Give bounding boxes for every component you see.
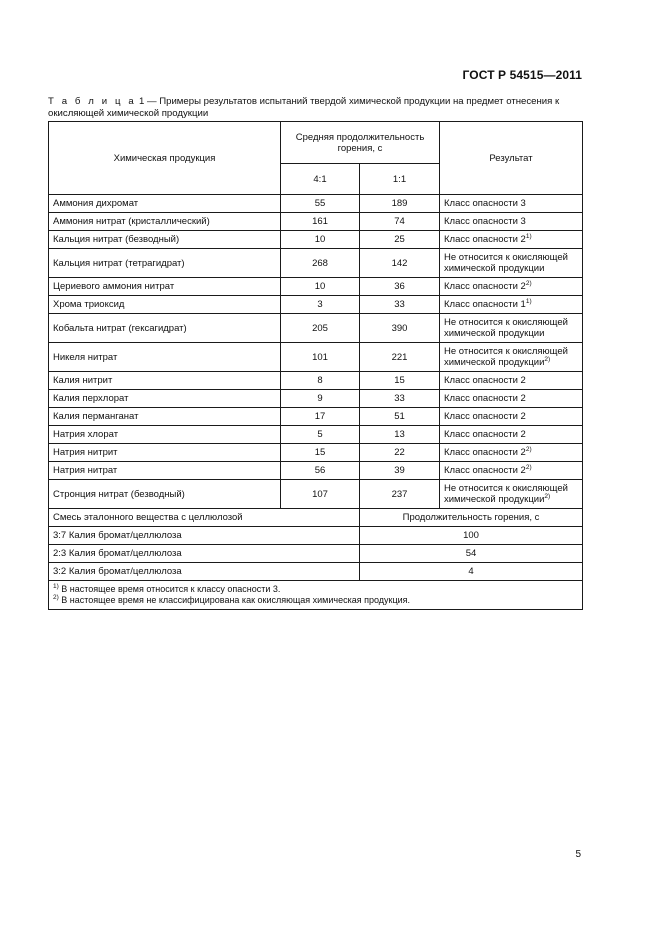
result-text: Класс опасности 2 — [444, 375, 526, 386]
result-text: Класс опасности 2 — [444, 411, 526, 422]
footnotes — [49, 581, 583, 610]
result-cell — [440, 444, 583, 462]
footnote-ref: 2) — [525, 280, 532, 287]
footnote-text: В настоящее время относится к классу опасности 3. — [61, 584, 281, 594]
burn-time-4-1: 107 — [281, 480, 360, 509]
result-text: Класс опасности 2 — [444, 281, 526, 292]
table-row — [49, 408, 583, 426]
product-name: Натрия нитрат — [49, 462, 281, 480]
page-number: 5 — [575, 849, 581, 860]
table-row — [49, 444, 583, 462]
table-row — [49, 343, 583, 372]
burn-time-4-1: 5 — [281, 426, 360, 444]
burn-time-1-1: 221 — [360, 343, 440, 372]
burn-time-1-1: 15 — [360, 372, 440, 390]
product-name: Кобальта нитрат (гексагидрат) — [49, 314, 281, 343]
reference-value: 54 — [360, 545, 583, 563]
result-cell — [440, 408, 583, 426]
burn-time-1-1: 22 — [360, 444, 440, 462]
product-name: Натрия нитрит — [49, 444, 281, 462]
burn-time-4-1: 10 — [281, 231, 360, 249]
footnote-ref: 1) — [525, 298, 532, 305]
product-name: Аммония нитрат (кристаллический) — [49, 213, 281, 231]
table-row — [49, 195, 583, 213]
footnote-ref: 1) — [525, 233, 532, 240]
result-text: Класс опасности 2 — [444, 393, 526, 404]
reference-header-time: Продолжительность горения, с — [360, 509, 583, 527]
table-row — [49, 390, 583, 408]
caption-text: 1 — Примеры результатов испытаний твердой химической продукции на предмет отнесения к окисляющей химической продукции — [48, 96, 560, 119]
burn-time-4-1: 8 — [281, 372, 360, 390]
product-name: Аммония дихромат — [49, 195, 281, 213]
burn-time-1-1: 237 — [360, 480, 440, 509]
result-text: Не относится к окисляющей химической продукции — [444, 252, 568, 274]
result-text: Класс опасности 3 — [444, 216, 526, 227]
result-text: Не относится к окисляющей химической продукции — [444, 346, 568, 368]
product-name: Стронция нитрат (безводный) — [49, 480, 281, 509]
footnote — [53, 584, 578, 595]
burn-time-1-1: 74 — [360, 213, 440, 231]
product-name: Калия нитрит — [49, 372, 281, 390]
footnote-mark: 2) — [53, 594, 59, 601]
reference-row — [49, 545, 583, 563]
result-cell — [440, 231, 583, 249]
product-name: Хрома триоксид — [49, 296, 281, 314]
footnote-ref: 2) — [525, 464, 532, 471]
footnote-ref: 2) — [544, 356, 551, 363]
burn-time-1-1: 13 — [360, 426, 440, 444]
result-cell — [440, 314, 583, 343]
result-text: Класс опасности 2 — [444, 429, 526, 440]
burn-time-4-1: 101 — [281, 343, 360, 372]
table-row — [49, 372, 583, 390]
burn-time-4-1: 56 — [281, 462, 360, 480]
footnote-ref: 2) — [544, 493, 551, 500]
result-cell — [440, 249, 583, 278]
burn-time-1-1: 51 — [360, 408, 440, 426]
result-text: Не относится к окисляющей химической продукции — [444, 483, 568, 505]
product-name: Калия перманганат — [49, 408, 281, 426]
burn-time-1-1: 142 — [360, 249, 440, 278]
footnote-text: В настоящее время не классифицирована как окисляющая химическая продукция. — [61, 595, 411, 605]
footnote-mark: 1) — [53, 583, 59, 590]
footnote-ref: 2) — [525, 446, 532, 453]
burn-time-1-1: 33 — [360, 296, 440, 314]
burn-time-4-1: 10 — [281, 278, 360, 296]
product-name: Натрия хлорат — [49, 426, 281, 444]
footnote — [53, 595, 578, 606]
result-cell — [440, 278, 583, 296]
product-name: Калия перхлорат — [49, 390, 281, 408]
reference-header-mix: Смесь эталонного вещества с целлюлозой — [49, 509, 360, 527]
result-text: Класс опасности 2 — [444, 234, 526, 245]
burn-time-4-1: 9 — [281, 390, 360, 408]
result-cell — [440, 343, 583, 372]
footnotes-row — [49, 581, 583, 610]
burn-time-1-1: 390 — [360, 314, 440, 343]
burn-time-1-1: 36 — [360, 278, 440, 296]
header-result: Результат — [440, 122, 583, 195]
caption-label: Т а б л и ц а — [48, 96, 137, 107]
table-caption — [48, 96, 582, 120]
table-body — [49, 195, 583, 610]
table-row — [49, 296, 583, 314]
reference-name: 3:2 Калия бромат/целлюлоза — [49, 563, 360, 581]
reference-name: 3:7 Калия бромат/целлюлоза — [49, 527, 360, 545]
result-text: Класс опасности 2 — [444, 465, 526, 476]
result-cell — [440, 426, 583, 444]
reference-value: 100 — [360, 527, 583, 545]
table-row — [49, 278, 583, 296]
burn-time-1-1: 39 — [360, 462, 440, 480]
document-number: ГОСТ Р 54515—2011 — [462, 68, 582, 82]
reference-row — [49, 527, 583, 545]
burn-time-1-1: 189 — [360, 195, 440, 213]
result-cell — [440, 195, 583, 213]
results-table — [48, 121, 583, 610]
table-row — [49, 213, 583, 231]
burn-time-1-1: 33 — [360, 390, 440, 408]
burn-time-4-1: 161 — [281, 213, 360, 231]
header-burn-time: Средняя продолжительность горения, с — [281, 122, 440, 164]
table-row — [49, 249, 583, 278]
reference-name: 2:3 Калия бромат/целлюлоза — [49, 545, 360, 563]
burn-time-4-1: 268 — [281, 249, 360, 278]
burn-time-4-1: 17 — [281, 408, 360, 426]
burn-time-4-1: 3 — [281, 296, 360, 314]
result-text: Класс опасности 2 — [444, 447, 526, 458]
table-row — [49, 462, 583, 480]
table-row — [49, 231, 583, 249]
header-ratio-4-1: 4:1 — [281, 164, 360, 195]
product-name: Никеля нитрат — [49, 343, 281, 372]
product-name: Кальция нитрат (тетрагидрат) — [49, 249, 281, 278]
reference-row — [49, 563, 583, 581]
result-text: Класс опасности 3 — [444, 198, 526, 209]
table-row — [49, 480, 583, 509]
result-cell — [440, 390, 583, 408]
result-cell — [440, 462, 583, 480]
burn-time-1-1: 25 — [360, 231, 440, 249]
result-cell — [440, 296, 583, 314]
product-name: Цериевого аммония нитрат — [49, 278, 281, 296]
result-cell — [440, 213, 583, 231]
product-name: Кальция нитрат (безводный) — [49, 231, 281, 249]
result-cell — [440, 372, 583, 390]
reference-header-row — [49, 509, 583, 527]
burn-time-4-1: 205 — [281, 314, 360, 343]
table-row — [49, 426, 583, 444]
burn-time-4-1: 15 — [281, 444, 360, 462]
result-text: Не относится к окисляющей химической продукции — [444, 317, 568, 339]
burn-time-4-1: 55 — [281, 195, 360, 213]
result-cell — [440, 480, 583, 509]
reference-value: 4 — [360, 563, 583, 581]
header-product: Химическая продукция — [49, 122, 281, 195]
header-ratio-1-1: 1:1 — [360, 164, 440, 195]
result-text: Класс опасности 1 — [444, 299, 526, 310]
table-row — [49, 314, 583, 343]
